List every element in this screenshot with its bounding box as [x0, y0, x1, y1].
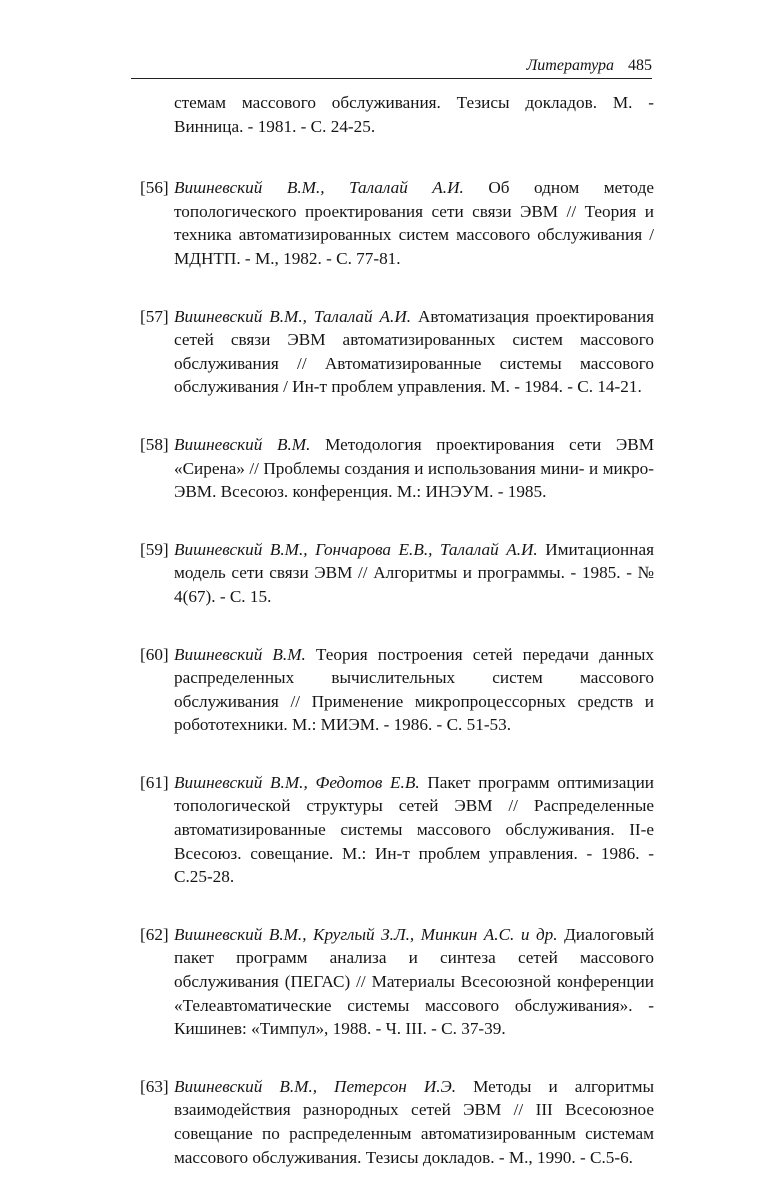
reference-authors: Вишневский В.М., Талалай А.И.	[174, 178, 464, 198]
running-header	[131, 56, 652, 79]
reference-number: [58]	[140, 434, 169, 454]
running-header-title: Литература	[526, 57, 614, 74]
reference-entry-56	[140, 176, 654, 270]
reference-number: [61]	[140, 772, 169, 792]
page-number: 485	[628, 57, 652, 74]
reference-authors: Вишневский В.М., Талалай А.И.	[174, 306, 412, 326]
reference-entry-62	[140, 923, 654, 1041]
reference-entry-61	[140, 771, 654, 889]
reference-authors: Вишневский В.М.	[174, 644, 306, 664]
reference-text: Имитационная модель сети связи ЭВМ // Алгоритмы и программы. - 1985. - № 4(67). - С. 15.	[174, 539, 654, 606]
reference-entry-63	[140, 1075, 654, 1169]
reference-authors: Вишневский В.М., Петерсон И.Э.	[174, 1076, 457, 1096]
reference-number: [57]	[140, 306, 169, 326]
reference-text: Пакет программ оптимизации топологической структуры сетей ЭВМ // Распределенные автоматизированные системы массового обслуживания. II-е Всесоюз. совещание. М.: Ин-т проблем управления. - 1986. - С.25-28.	[174, 772, 654, 887]
reference-entry-60	[140, 643, 654, 737]
continued-reference-text: стемам массового обслуживания. Тезисы докладов. М. - Винница. - 1981. - С. 24-25.	[174, 93, 654, 136]
reference-authors: Вишневский В.М.	[174, 434, 311, 454]
reference-text: Теория построения сетей передачи данных распределенных вычислительных систем массового обслуживания // Применение микропроцессорных средств и робототехники. М.: МИЭМ. - 1986. - С. 51-53.	[174, 644, 654, 735]
reference-number: [56]	[140, 178, 169, 198]
reference-text: Методы и алгоритмы взаимодействия разнородных сетей ЭВМ // III Всесоюзное совещание по распределенным автоматизированным системам массового обслуживания. Тезисы докладов. - М., 1990. - С.5-6.	[174, 1076, 654, 1167]
reference-number: [60]	[140, 644, 169, 664]
bibliography-list	[140, 91, 654, 1203]
reference-text: Об одном методе топологического проектирования сети связи ЭВМ // Теория и техника автоматизированных систем массового обслуживания / МДНТП. - М., 1982. - С. 77-81.	[174, 178, 655, 268]
reference-authors: Вишневский В.М., Федотов Е.В.	[174, 772, 420, 792]
reference-entry-59	[140, 538, 654, 609]
reference-entry-58	[140, 433, 654, 504]
reference-text: Автоматизация проектирования сетей связи ЭВМ автоматизированных систем массового обслуживания // Автоматизированные системы массового обслуживания / Ин-т проблем управления. М. - 1984. - С. 14-21.	[174, 306, 654, 397]
reference-number: [59]	[140, 539, 169, 559]
reference-authors: Вишневский В.М., Круглый З.Л., Минкин А.С. и др.	[174, 924, 558, 944]
reference-number: [63]	[140, 1076, 169, 1096]
reference-number: [62]	[140, 924, 169, 944]
reference-text: Диалоговый пакет программ анализа и синтеза сетей массового обслуживания (ПЕГАС) // Материалы Всесоюзной конференции «Телеавтоматические системы массового обслуживания». - Кишинев: «Тимпул», 1988. - Ч. III. - С. 37-39.	[174, 924, 655, 1039]
reference-authors: Вишневский В.М., Гончарова Е.В., Талалай А.И.	[174, 539, 538, 559]
reference-text: Методология проектирования сети ЭВМ «Сирена» // Проблемы создания и использования мини- и микро-ЭВМ. Всесоюз. конференция. М.: ИНЭУМ. - 1985.	[174, 434, 654, 502]
reference-entry-57	[140, 305, 654, 399]
